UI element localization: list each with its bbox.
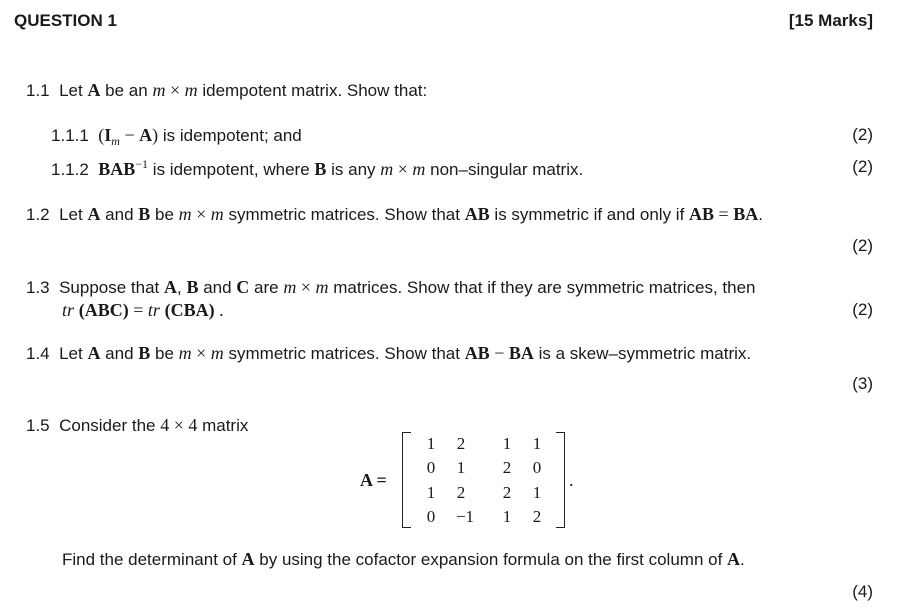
mark-1-1-2: (2) bbox=[852, 157, 873, 176]
matrix-cell: 1 bbox=[502, 434, 512, 453]
matrix-cell: 2 bbox=[502, 483, 512, 502]
matrix-cell: 2 bbox=[456, 483, 466, 502]
matrix-a bbox=[402, 432, 565, 528]
matrix-cell: 0 bbox=[532, 458, 542, 477]
matrix-cell: 0 bbox=[426, 458, 436, 477]
matrix-cell: 2 bbox=[502, 458, 512, 477]
question-1-1: 1.1 Let A be an m × m idempotent matrix. Show that: bbox=[26, 80, 428, 100]
question-1-2: 1.2 Let A and B be m × m symmetric matrices. Show that AB is symmetric if and only if AB = BA. bbox=[26, 204, 763, 224]
matrix-cell: 1 bbox=[532, 434, 542, 453]
question-1-3-line1: 1.3 Suppose that A, B and C are m × m matrices. Show that if they are symmetric matrices, then bbox=[26, 277, 756, 297]
matrix-cell: 1 bbox=[426, 483, 436, 502]
mark-1-5: (4) bbox=[852, 582, 873, 601]
matrix-cell: 0 bbox=[426, 507, 436, 526]
matrix-cell: 2 bbox=[532, 507, 542, 526]
question-1-1-1: 1.1.1 $(I_m - A)$ is idempotent; and bbox=[51, 125, 302, 148]
matrix-cell: 1 bbox=[502, 507, 512, 526]
question-1-4: 1.4 Let A and B be m × m symmetric matrices. Show that AB − BA is a skew–symmetric matrix. bbox=[26, 343, 752, 363]
matrix-cell: 1 bbox=[532, 483, 542, 502]
matrix-trailing-period: . bbox=[569, 470, 574, 490]
mark-1-2: (2) bbox=[852, 236, 873, 255]
total-marks: [15 Marks] bbox=[788, 11, 873, 30]
question-1-5: 1.5 Consider the 4 × 4 matrix bbox=[26, 415, 249, 435]
question-title: QUESTION 1 bbox=[14, 11, 117, 30]
question-1-3-line2: tr (ABC) = tr (CBA) . bbox=[62, 300, 224, 320]
matrix-cell: 1 bbox=[426, 434, 436, 453]
matrix-cell: 1 bbox=[456, 458, 466, 477]
matrix-cell: −1 bbox=[455, 507, 475, 526]
left-bracket bbox=[402, 432, 411, 528]
mark-1-1-1: (2) bbox=[852, 125, 873, 144]
question-1-5-instruction: Find the determinant of A by using the cofactor expansion formula on the first column of A. bbox=[62, 549, 745, 569]
question-1-1-2: 1.1.2 $BAB^{-1}$ is idempotent, where B is any m × m non–singular matrix. bbox=[51, 157, 584, 179]
mark-1-4: (3) bbox=[852, 374, 873, 393]
mark-1-3: (2) bbox=[852, 300, 873, 319]
matrix-label: A = bbox=[360, 470, 387, 490]
matrix-cell: 2 bbox=[456, 434, 466, 453]
right-bracket bbox=[556, 432, 565, 528]
